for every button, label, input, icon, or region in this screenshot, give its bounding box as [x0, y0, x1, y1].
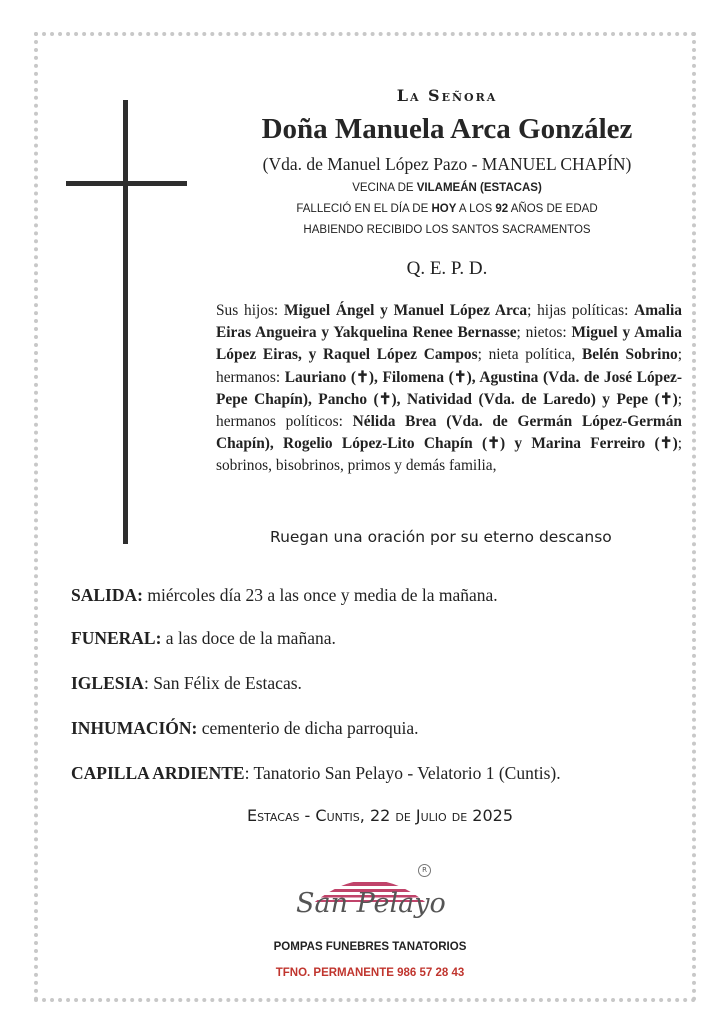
- page-border: [34, 32, 696, 1002]
- detail-salida: SALIDA: miércoles día 23 a las once y media de la mañana.: [71, 585, 498, 605]
- residence-line: VECINA DE VILAMEÁN (ESTACAS): [352, 182, 542, 194]
- deceased-name: Doña Manuela Arca González: [261, 113, 633, 145]
- detail-capilla: CAPILLA ARDIENTE: Tanatorio San Pelayo - Velatorio 1 (Cuntis).: [71, 763, 561, 783]
- place-date: Estacas - Cuntis, 22 de Julio de 2025: [246, 806, 514, 825]
- phone-number: TFNO. PERMANENTE 986 57 28 43: [275, 967, 465, 979]
- company-name: POMPAS FUNEBRES TANATORIOS: [273, 941, 467, 953]
- logo-text: San Pelayo: [296, 888, 446, 919]
- widow-note: (Vda. de Manuel López Pazo - MANUEL CHAPÍN): [262, 154, 632, 174]
- qepd: Q. E. P. D.: [406, 258, 488, 279]
- death-line: FALLECIÓ EN EL DÍA DE HOY A LOS 92 AÑOS DE EDAD: [296, 203, 598, 215]
- detail-iglesia: IGLESIA: San Félix de Estacas.: [71, 673, 302, 693]
- title-small: La Señora: [396, 86, 498, 105]
- registered-mark: R: [418, 864, 431, 877]
- sacraments-line: HABIENDO RECIBIDO LOS SANTOS SACRAMENTOS: [303, 224, 591, 236]
- family-paragraph: Sus hijos: Miguel Ángel y Manuel López Arca; hijas políticas: Amalia Eiras Angueira y Yakquelina Renee Bernasse; nietos: Miguel y Amalia López Eiras, y Raquel López Campos; nieta política, Belén Sobrino; hermanos: Lauriano (✝), Filomena (✝), Agustina (Vda. de José López- Pepe Chapín), Pancho (✝), Natividad (Vda. de Laredo) y Pepe (✝); hermanos políticos: Nélida Brea (Vda. de Germán López-Germán Chapín), Rogelio López-Lito Chapín (✝) y Marina Ferreiro (✝); sobrinos, bisobrinos, primos y demás familia,: [216, 302, 682, 475]
- detail-inhumacion: INHUMACIÓN: cementerio de dicha parroquia.: [71, 718, 419, 738]
- detail-funeral: FUNERAL: a las doce de la mañana.: [71, 628, 336, 648]
- prayer-line: Ruegan una oración por su eterno descanso: [270, 528, 612, 546]
